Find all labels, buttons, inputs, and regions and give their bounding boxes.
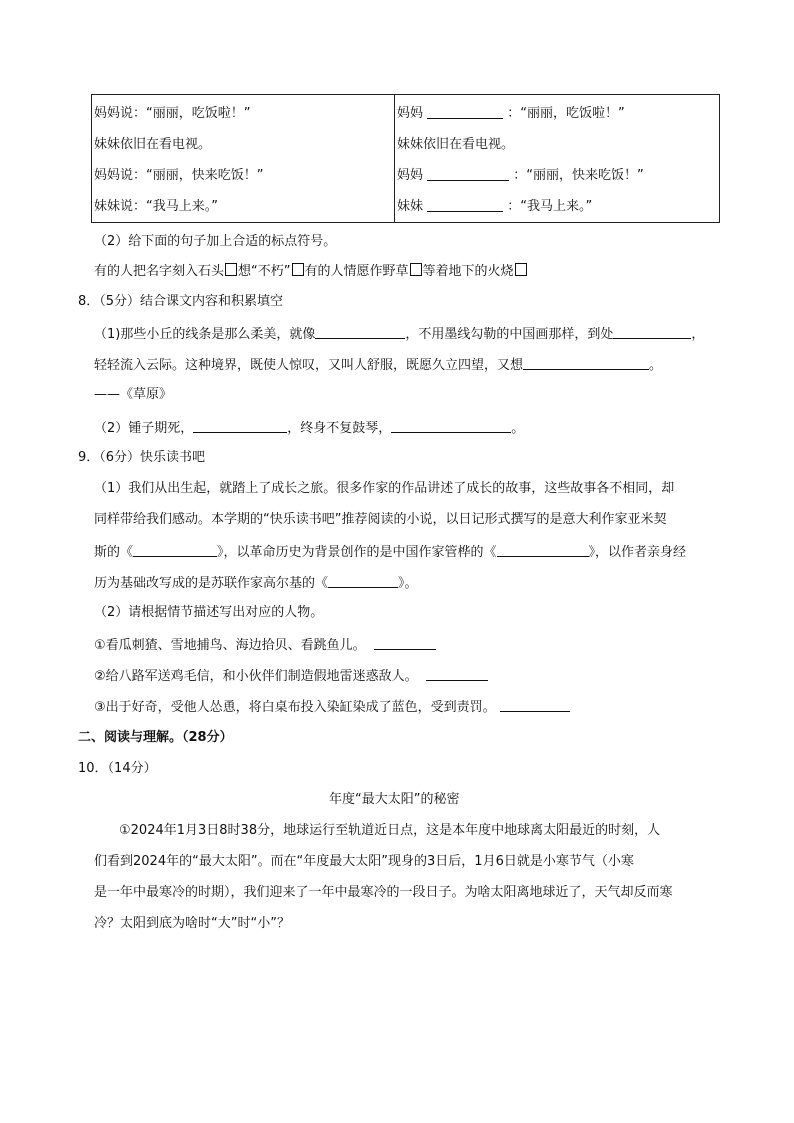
punctuation-box[interactable] <box>410 263 422 276</box>
article-paragraph-line: ①2024年1月3日8时38分，地球运行至轨道近日点，这是本年度中地球离太阳最近的时刻，人 <box>119 823 661 838</box>
rewrite-dialogue-cell <box>395 95 720 223</box>
answer-blank[interactable] <box>427 164 509 181</box>
original-dialogue-cell <box>92 95 395 223</box>
q8-line: 轻轻流入云际。这种境界，既使人惊叹，又叫人舒服，既愿久立四望，又想 。 <box>94 354 662 376</box>
rewrite-line: 妹妹 ：“我马上来。” <box>397 191 717 222</box>
article-paragraph-line: 冷？太阳到底为啥时“大”时“小”？ <box>94 916 290 931</box>
article-paragraph-line: 们看到2024年的“最大太阳”。而在“年度最大太阳”现身的3日后，1月6日就是小寒节气（小寒 <box>94 854 634 869</box>
answer-blank[interactable] <box>315 323 405 339</box>
article-paragraph-line: 是一年中最寒冷的时期），我们迎来了一年中最寒冷的一段日子。为啥太阳离地球近了，天气却反而寒 <box>94 885 673 900</box>
answer-blank[interactable] <box>500 696 570 712</box>
q8-title: 8．（5分）结合课文内容和积累填空 <box>78 294 284 309</box>
q7-part2-label: （2）给下面的句子加上合适的标点符号。 <box>94 234 337 249</box>
punctuation-box[interactable] <box>225 263 237 276</box>
section-heading: 二、阅读与理解。（28分） <box>78 730 233 745</box>
dialogue-line: 妹妹说：“我马上来。” <box>94 199 218 214</box>
article-title: 年度“最大太阳”的秘密 <box>329 792 460 807</box>
dialogue-line: 妹妹依旧在看电视。 <box>94 137 212 152</box>
answer-blank[interactable] <box>613 323 691 339</box>
q9-line: 同样带给我们感动。本学期的“快乐读书吧”推荐阅读的小说，以日记形式撰写的是意大利作家亚米契 <box>94 512 667 527</box>
answer-blank[interactable] <box>523 354 649 370</box>
answer-blank[interactable] <box>193 417 287 433</box>
dialogue-line: 妈妈说：“丽丽，快来吃饭！” <box>94 168 264 183</box>
q9-item: ③出于好奇，受他人怂恿，将白桌布投入染缸染成了蓝色，受到责罚。 <box>94 696 570 718</box>
punctuation-sentence: 有的人把名字刻入石头 想“不朽” 有的人情愿作野草 等着地下的火烧 <box>94 262 528 282</box>
dialogue-table <box>91 94 720 223</box>
answer-blank[interactable] <box>133 541 217 557</box>
q9-line: （1）我们从出生起，就踏上了成长之旅。很多作家的作品讲述了成长的故事，这些故事各不相同，却 <box>94 481 675 496</box>
q9-line: （2）请根据情节描述写出对应的人物。 <box>94 605 324 620</box>
q9-item: ①看瓜刺猹、雪地捕鸟、海边拾贝、看跳鱼儿。 <box>94 634 436 656</box>
answer-blank[interactable] <box>426 665 488 681</box>
answer-blank[interactable] <box>427 102 503 119</box>
dialogue-line: 妈妈说：“丽丽，吃饭啦！” <box>94 106 251 121</box>
answer-blank[interactable] <box>497 541 589 557</box>
answer-blank[interactable] <box>427 195 503 212</box>
q8-line: （1)那些小丘的线条是那么柔美，就像 ，不用墨线勾勒的中国画那样，到处 ， <box>94 323 704 345</box>
punctuation-box[interactable] <box>292 263 304 276</box>
punctuation-box[interactable] <box>515 263 527 276</box>
rewrite-line: 妈妈 ：“丽丽，吃饭啦！” <box>397 98 717 129</box>
q8-line: （2）锺子期死， ，终身不复鼓琴， 。 <box>94 417 524 439</box>
q9-item: ②给八路军送鸡毛信，和小伙伴们制造假地雷迷惑敌人。 <box>94 665 488 687</box>
answer-blank[interactable] <box>374 634 436 650</box>
q9-title: 9．（6分）快乐读书吧 <box>78 450 206 465</box>
q9-line: 历为基础改写成的是苏联作家高尔基的《 》。 <box>94 572 418 594</box>
q10-title: 10．（14分） <box>78 761 157 776</box>
answer-blank[interactable] <box>391 417 511 433</box>
q8-source: ——《草原》 <box>94 387 173 402</box>
q9-line: 斯的《 》，以革命历史为背景创作的是中国作家管桦的《 》，以作者亲身经 <box>94 541 686 563</box>
rewrite-line: 妈妈 ：“丽丽，快来吃饭！” <box>397 160 717 191</box>
answer-blank[interactable] <box>328 572 398 588</box>
rewrite-line: 妹妹依旧在看电视。 <box>397 137 515 152</box>
